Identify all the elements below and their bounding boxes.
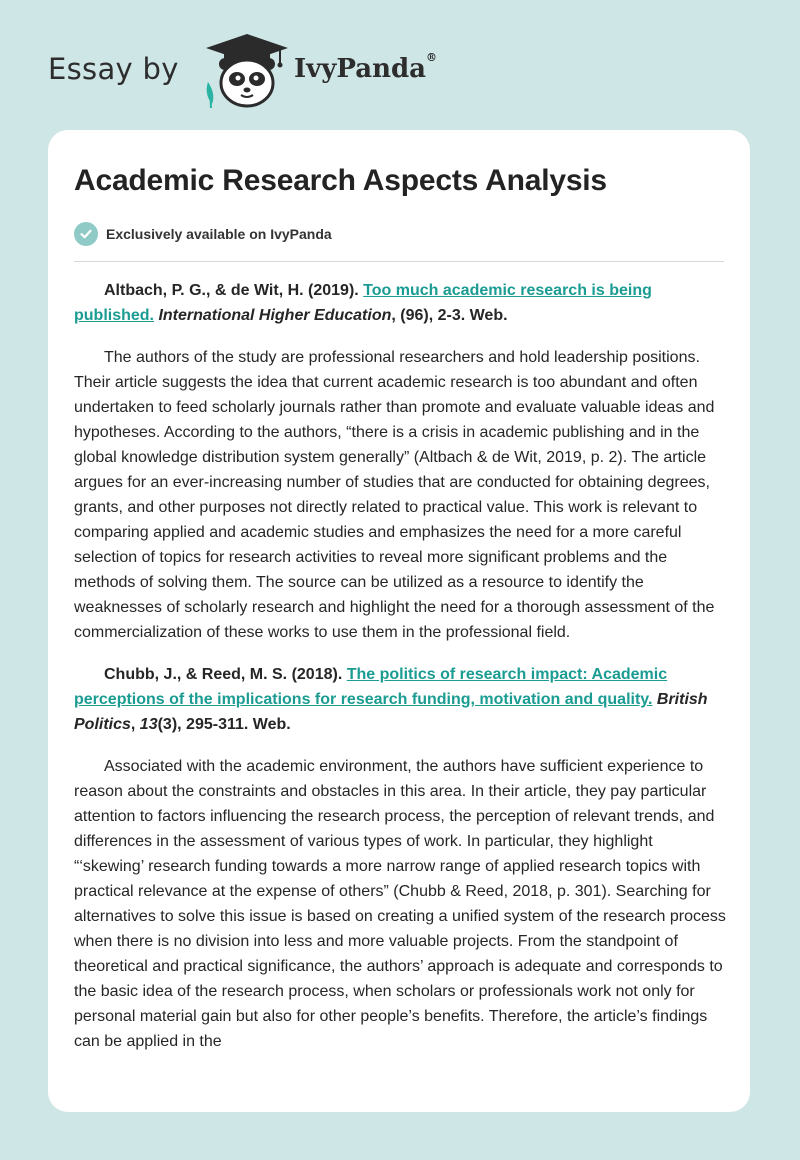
reference-link[interactable]: Too much academic research is being published.: [74, 282, 652, 324]
body-paragraph: The authors of the study are professional researchers and hold leadership positions. Their article suggests the idea that current academic research is too abundant and often undertaken to feed scholarly journals rather than promote and evaluate valuable ideas and hypotheses. According to the authors, “there is a crisis in academic publishing and in the global knowledge distribution system generally” (Altbach & de Wit, 2019, p. 2). The article argues for an ever-increasing number of studies that are conducted for obtaining degrees, grants, and other purposes not directly related to practical value. This work is relevant to comparing applied and academic studies and emphasizes the need for a more careful selection of topics for research activities to reveal more significant problems and the methods of solving them. The source can be utilized as a resource to identify the weaknesses of scholarly research and highlight the need for a thorough assessment of the commercialization of these works to use them in the professional field.: [74, 349, 715, 641]
reference-volume: 13: [139, 716, 158, 733]
exclusive-label: Exclusively available on IvyPanda: [106, 226, 332, 242]
reference-journal: International Higher Education: [158, 307, 392, 324]
page-title: Academic Research Aspects Analysis: [74, 164, 607, 197]
essay-card: [48, 130, 750, 1112]
body-paragraph: Associated with the academic environment, the authors have sufficient experience to reason about the constraints and obstacles in this area. In their article, they pay particular attention to factors influencing the research process, the perception of relevant trends, and differences in the assessment of various types of work. In particular, they highlight “‘skewing’ research funding towards a more narrow range of applied research topics with practical relevance at the expense of others” (Chubb & Reed, 2018, p. 301). Searching for alternatives to solve this issue is based on creating a unified system of the research process when there is no division into less and more valuable projects. From the standpoint of theoretical and practical significance, the authors’ approach is adequate and corresponds to the basic idea of the research process, when scholars or professionals work not only for personal material gain but also for other people’s benefits. Therefore, the article’s findings can be applied in the: [74, 758, 726, 1050]
reference-authors: Altbach, P. G., & de Wit, H. (2019).: [104, 282, 364, 299]
exclusive-badge: [74, 222, 332, 246]
reference-authors: Chubb, J., & Reed, M. S. (2018).: [104, 666, 347, 683]
check-circle-icon: [74, 222, 98, 246]
divider: [74, 261, 724, 262]
reference-2: [74, 662, 726, 737]
essay-by-label: Essay by: [48, 52, 179, 86]
reference-link[interactable]: The politics of research impact: Academic perceptions of the implications for research funding, motivation and quality.: [74, 666, 668, 708]
reference-journal: British Politics: [74, 691, 708, 733]
reference-details: , (96), 2-3. Web.: [391, 307, 508, 324]
brand-logo[interactable]: IvyPanda®: [294, 51, 438, 84]
reference-1: [74, 278, 726, 328]
essay-body: [74, 278, 726, 1071]
panda-logo-icon[interactable]: [202, 32, 292, 110]
reference-separator: ,: [130, 716, 140, 733]
site-header: [48, 32, 528, 112]
reference-details: (3), 295-311. Web.: [157, 716, 291, 733]
